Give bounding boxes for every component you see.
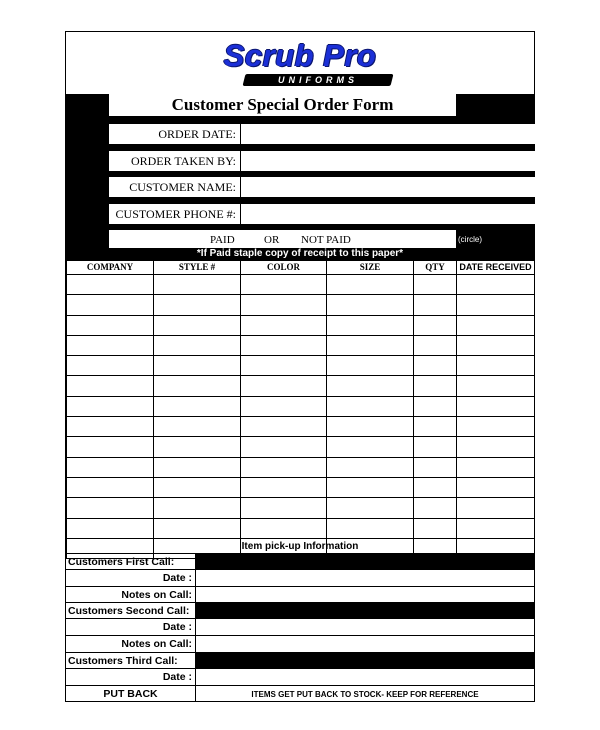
- table-cell[interactable]: [67, 437, 154, 457]
- table-cell[interactable]: [241, 275, 327, 295]
- first-date-label: Date :: [66, 570, 196, 587]
- table-cell[interactable]: [154, 437, 241, 457]
- table-cell[interactable]: [457, 518, 535, 538]
- order-form-sheet: [65, 31, 535, 702]
- table-row: [67, 417, 535, 437]
- table-cell[interactable]: [327, 396, 414, 416]
- table-row: [67, 335, 535, 355]
- first-date-row: [66, 569, 534, 587]
- table-cell[interactable]: [414, 315, 457, 335]
- table-cell[interactable]: [154, 498, 241, 518]
- third-call-field[interactable]: [196, 653, 534, 669]
- table-cell[interactable]: [67, 396, 154, 416]
- table-cell[interactable]: [154, 518, 241, 538]
- table-cell[interactable]: [457, 396, 535, 416]
- third-call-label: Customers Third Call:: [66, 653, 196, 669]
- table-row: [67, 315, 535, 335]
- table-cell[interactable]: [457, 417, 535, 437]
- header-date-received: DATE RECEIVED: [457, 261, 535, 275]
- table-row: [67, 437, 535, 457]
- table-cell[interactable]: [67, 417, 154, 437]
- table-cell[interactable]: [414, 275, 457, 295]
- header-color: COLOR: [241, 261, 327, 275]
- table-cell[interactable]: [154, 396, 241, 416]
- table-cell[interactable]: [414, 437, 457, 457]
- table-cell[interactable]: [241, 295, 327, 315]
- scrub-pro-logo: [66, 32, 534, 94]
- logo-sub: UNIFORMS: [278, 75, 358, 85]
- table-cell[interactable]: [67, 295, 154, 315]
- table-cell[interactable]: [67, 335, 154, 355]
- first-date-field[interactable]: [196, 570, 534, 587]
- header-size: SIZE: [327, 261, 414, 275]
- payment-status: [109, 230, 456, 248]
- table-cell[interactable]: [414, 457, 457, 477]
- table-cell[interactable]: [327, 417, 414, 437]
- second-call-row: [66, 602, 534, 619]
- table-cell[interactable]: [241, 376, 327, 396]
- table-cell[interactable]: [67, 376, 154, 396]
- third-date-row: [66, 668, 534, 686]
- table-row: [67, 518, 535, 538]
- table-cell[interactable]: [327, 335, 414, 355]
- second-notes-row: [66, 635, 534, 653]
- table-cell[interactable]: [241, 498, 327, 518]
- table-cell[interactable]: [67, 518, 154, 538]
- table-header-row: [67, 261, 535, 275]
- table-cell[interactable]: [457, 437, 535, 457]
- first-notes-label: Notes on Call:: [66, 587, 196, 603]
- table-cell[interactable]: [241, 417, 327, 437]
- or-text: OR: [264, 234, 280, 246]
- header-style: STYLE #: [154, 261, 241, 275]
- table-cell[interactable]: [457, 335, 535, 355]
- order-taken-by-label: ORDER TAKEN BY:: [109, 151, 240, 171]
- table-cell[interactable]: [154, 356, 241, 376]
- table-row: [67, 376, 535, 396]
- table-body: [67, 275, 535, 559]
- table-cell[interactable]: [241, 396, 327, 416]
- table-cell[interactable]: [414, 335, 457, 355]
- table-row: [67, 477, 535, 497]
- table-row: [67, 498, 535, 518]
- table-cell[interactable]: [327, 315, 414, 335]
- table-cell[interactable]: [67, 457, 154, 477]
- table-cell[interactable]: [414, 518, 457, 538]
- form-title: Customer Special Order Form: [109, 94, 456, 116]
- table-cell[interactable]: [241, 335, 327, 355]
- second-call-field[interactable]: [196, 603, 534, 619]
- put-back-row: [66, 685, 534, 702]
- table-row: [67, 457, 535, 477]
- table-cell[interactable]: [414, 396, 457, 416]
- table-row: [67, 275, 535, 295]
- table-cell[interactable]: [154, 477, 241, 497]
- table-cell[interactable]: [154, 457, 241, 477]
- table-cell[interactable]: [154, 335, 241, 355]
- table-cell[interactable]: [154, 417, 241, 437]
- not-paid-option[interactable]: NOT PAID: [301, 234, 351, 246]
- table-cell[interactable]: [457, 356, 535, 376]
- table-cell[interactable]: [327, 457, 414, 477]
- first-call-label: Customers First Call:: [66, 554, 196, 570]
- table-cell[interactable]: [154, 315, 241, 335]
- table-cell[interactable]: [154, 295, 241, 315]
- third-call-row: [66, 652, 534, 669]
- table-cell[interactable]: [457, 315, 535, 335]
- table-cell[interactable]: [414, 477, 457, 497]
- second-date-row: [66, 618, 534, 636]
- table-cell[interactable]: [154, 275, 241, 295]
- paid-option[interactable]: PAID: [210, 234, 235, 246]
- table-cell[interactable]: [67, 477, 154, 497]
- table-cell[interactable]: [414, 376, 457, 396]
- staple-note: *If Paid staple copy of receipt to this paper*: [66, 248, 534, 260]
- table-cell[interactable]: [327, 498, 414, 518]
- first-call-field[interactable]: [196, 554, 534, 570]
- table-cell[interactable]: [241, 315, 327, 335]
- second-call-label: Customers Second Call:: [66, 603, 196, 619]
- order-items-table: [66, 260, 535, 559]
- table-row: [67, 396, 535, 416]
- first-call-row: [66, 553, 534, 570]
- table-cell[interactable]: [457, 295, 535, 315]
- second-date-field[interactable]: [196, 619, 534, 636]
- table-cell[interactable]: [414, 295, 457, 315]
- table-cell[interactable]: [457, 498, 535, 518]
- put-back-label: PUT BACK: [66, 686, 196, 702]
- third-date-label: Date :: [66, 669, 196, 686]
- customer-phone-label: CUSTOMER PHONE #:: [109, 204, 240, 224]
- table-cell[interactable]: [327, 477, 414, 497]
- table-cell[interactable]: [327, 295, 414, 315]
- table-row: [67, 295, 535, 315]
- third-date-field[interactable]: [196, 669, 534, 686]
- table-cell[interactable]: [327, 437, 414, 457]
- table-cell[interactable]: [414, 498, 457, 518]
- table-cell[interactable]: [241, 457, 327, 477]
- order-date-field[interactable]: [240, 124, 536, 144]
- table-cell[interactable]: [67, 356, 154, 376]
- first-notes-row: [66, 586, 534, 603]
- put-back-note: ITEMS GET PUT BACK TO STOCK- KEEP FOR REFERENCE: [251, 690, 479, 699]
- table-cell[interactable]: [457, 376, 535, 396]
- header-company: COMPANY: [67, 261, 154, 275]
- table-cell[interactable]: [327, 518, 414, 538]
- customer-name-field[interactable]: [240, 177, 536, 197]
- table-cell[interactable]: [67, 315, 154, 335]
- table-cell[interactable]: [457, 457, 535, 477]
- pickup-title: Item pick-up Information: [66, 538, 534, 554]
- table-cell[interactable]: [241, 437, 327, 457]
- order-taken-by-field[interactable]: [240, 151, 536, 171]
- order-date-label: ORDER DATE:: [109, 124, 240, 144]
- table-cell[interactable]: [67, 275, 154, 295]
- table-cell[interactable]: [327, 275, 414, 295]
- table-cell[interactable]: [414, 356, 457, 376]
- second-notes-field[interactable]: [196, 636, 534, 653]
- table-cell[interactable]: [241, 518, 327, 538]
- header-qty: QTY: [414, 261, 457, 275]
- customer-name-label: CUSTOMER NAME:: [109, 177, 240, 197]
- logo-brand: Scrub Pro: [223, 38, 377, 73]
- table-cell[interactable]: [154, 376, 241, 396]
- circle-note: (circle): [458, 235, 482, 244]
- table-cell[interactable]: [241, 477, 327, 497]
- table-cell[interactable]: [327, 356, 414, 376]
- table-cell[interactable]: [457, 275, 535, 295]
- customer-phone-field[interactable]: [240, 204, 536, 224]
- header-block: [66, 94, 534, 248]
- table-cell[interactable]: [457, 477, 535, 497]
- second-notes-label: Notes on Call:: [66, 636, 196, 653]
- first-notes-field[interactable]: [196, 587, 534, 603]
- table-cell[interactable]: [414, 417, 457, 437]
- table-cell[interactable]: [67, 498, 154, 518]
- second-date-label: Date :: [66, 619, 196, 636]
- table-cell[interactable]: [241, 356, 327, 376]
- table-cell[interactable]: [327, 376, 414, 396]
- table-row: [67, 356, 535, 376]
